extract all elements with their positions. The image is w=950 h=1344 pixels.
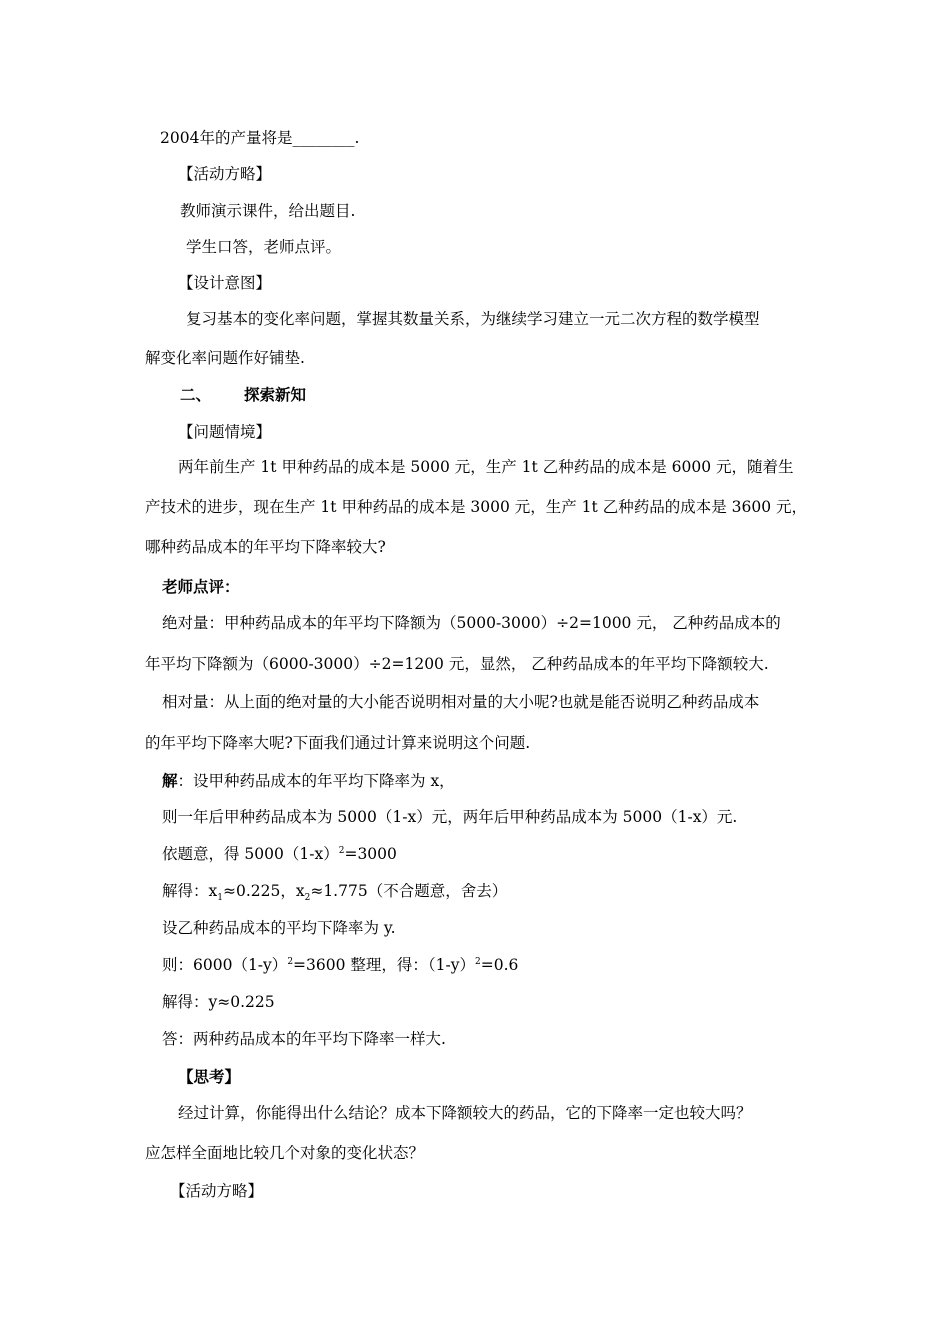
- equation-line: 解得：$x_1\approx 0.225$，$x_2\approx 1.775$（不合题意，舍去）: [162, 882, 508, 904]
- math-line: 则一年后甲种药品成本为 5000（1-x）元，两年后甲种药品成本为 5000（1-x）元.: [162, 808, 738, 826]
- paragraph-line: 年平均下降额为（6000-3000）÷2=1200 元，显然， 乙种药品成本的年平均下降额较大.: [145, 655, 769, 673]
- paragraph-line: 产技术的进步，现在生产 1t 甲种药品的成本是 3000 元，生产 1t 乙种药品的成本是 3600 元，: [145, 498, 807, 516]
- solution-line: 解：设甲种药品成本的年平均下降率为 x，: [162, 771, 455, 790]
- paragraph-line: 的年平均下降率大呢?下面我们通过计算来说明这个问题.: [145, 734, 531, 752]
- paragraph-line: 复习基本的变化率问题，掌握其数量关系，为继续学习建立一元二次方程的数学模型: [186, 310, 760, 328]
- paragraph-line: 经过计算，你能得出什么结论？成本下降额较大的药品，它的下降率一定也较大吗？: [178, 1104, 752, 1122]
- paragraph-line: 应怎样全面地比较几个对象的变化状态？: [145, 1144, 425, 1162]
- math-line: 设乙种药品成本的平均下降率为 y.: [162, 919, 396, 937]
- section-number: 二、: [180, 385, 212, 404]
- section-heading: 【活动方略】: [178, 165, 272, 183]
- solution-label: 解: [162, 771, 178, 790]
- bold-heading: 老师点评：: [162, 577, 240, 596]
- section-heading: 【思考】: [178, 1067, 241, 1086]
- equation-line: 依题意，得 $5000(1-x)^2=3000$: [162, 845, 397, 863]
- section-heading: 【活动方略】: [170, 1182, 264, 1200]
- text-line: 教师演示课件，给出题目.: [180, 202, 356, 220]
- math-line: 解得：y≈0.225: [162, 993, 275, 1011]
- paragraph-line: 相对量：从上面的绝对量的大小能否说明相对量的大小呢?也就是能否说明乙种药品成本: [162, 693, 760, 711]
- text-line: 2004年的产量将是________.: [160, 129, 360, 147]
- section-heading: 【设计意图】: [178, 274, 272, 292]
- equation-line: 则：$6000(1-y)^2=3600$ 整理，得：$(1-y)^2=0.6$: [162, 956, 519, 974]
- section-heading: 【问题情境】: [178, 423, 272, 441]
- paragraph-line: 哪种药品成本的年平均下降率较大?: [145, 538, 386, 556]
- paragraph-line: 两年前生产 1t 甲种药品的成本是 5000 元，生产 1t 乙种药品的成本是 6000 元，随着生: [178, 458, 794, 476]
- section-title: 探索新知: [244, 385, 307, 404]
- paragraph-line: 绝对量：甲种药品成本的年平均下降额为（5000-3000）÷2=1000 元， 乙种药品成本的: [162, 614, 781, 632]
- paragraph-line: 解变化率问题作好铺垫.: [145, 349, 305, 367]
- answer-line: 答：两种药品成本的年平均下降率一样大.: [162, 1030, 446, 1048]
- text-line: 学生口答，老师点评。: [186, 238, 342, 256]
